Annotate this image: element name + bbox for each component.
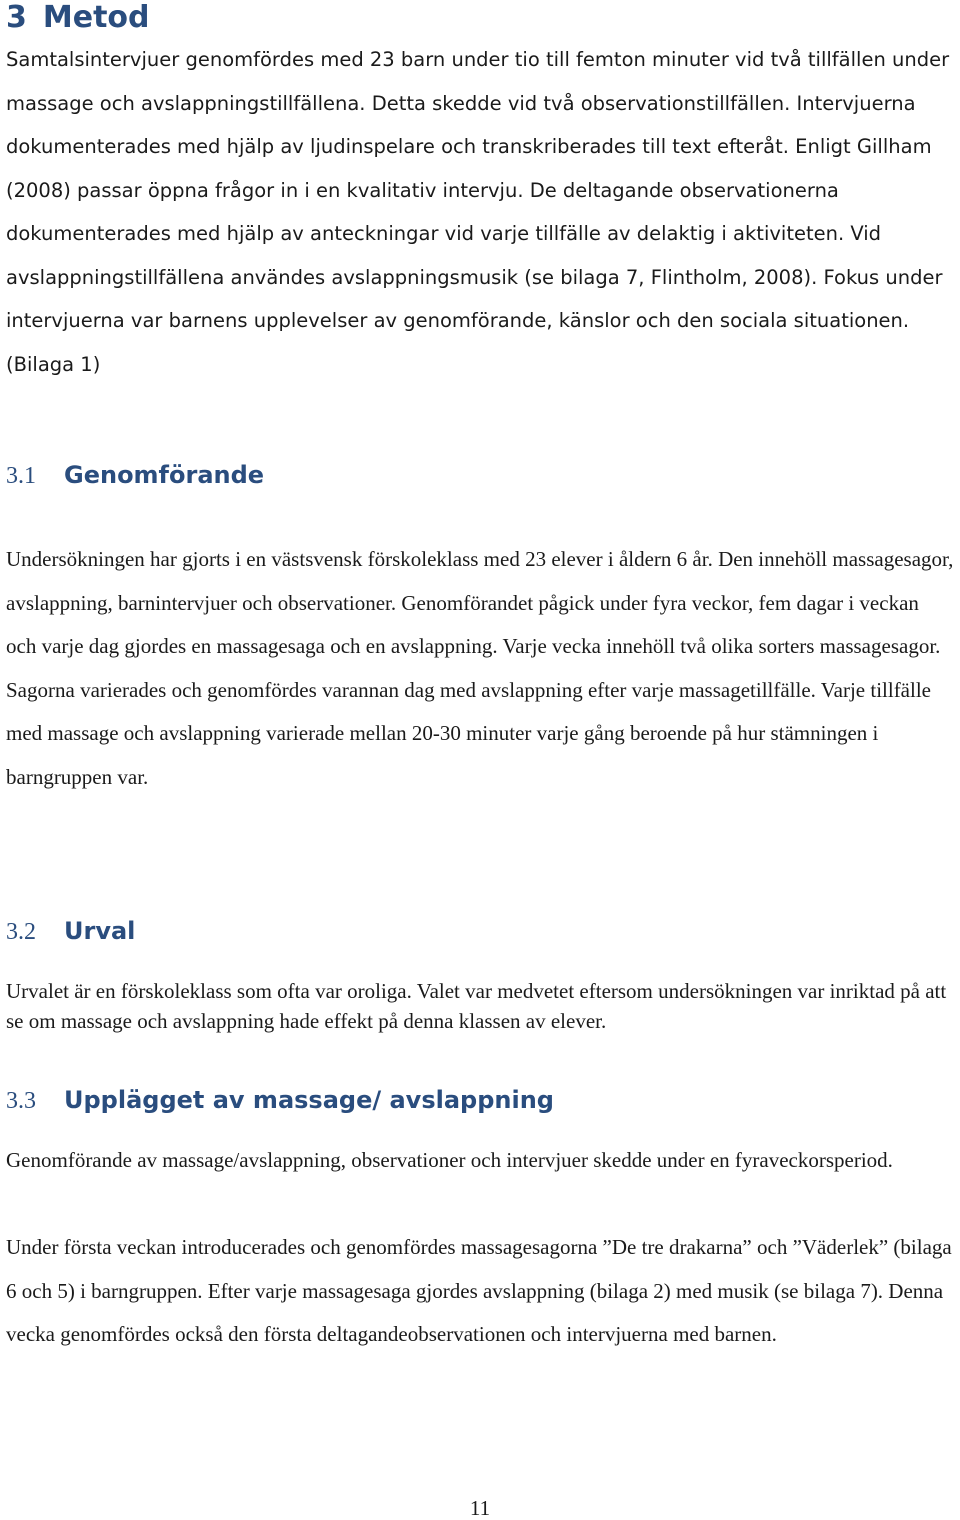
section-3-2-number: 3.2: [6, 919, 36, 945]
section-3-number: 3: [6, 0, 27, 35]
section-3-1-heading: [6, 460, 954, 491]
section-3-2-paragraph: Urvalet är en förskoleklass som ofta var oroliga. Valet var medvetet eftersom undersökningen var inriktad på att se om massage och avslappning hade effekt på denna klassen av elever.: [6, 979, 947, 1033]
section-3-3-number: 3.3: [6, 1088, 36, 1114]
section-3-3-paragraph-2: Under första veckan introducerades och genomfördes massagesagorna ”De tre drakarna” och ”Väderlek” (bilaga 6 och 5) i barngruppen. Efter varje massagesaga gjordes avslappning (bilaga 2) med musik (se bilaga 7). Denna vecka genomfördes också den första deltagandeobservationen och intervjuerna med barnen.: [6, 1235, 952, 1346]
section-3-paragraph: Samtalsintervjuer genomfördes med 23 barn under tio till femton minuter vid två tillfällen under massage och avslappningstillfällena. Detta skedde vid två observationstillfällen. Intervjuerna dokumenterades med hjälp av ljudinspelare och transkriberades till text efteråt. Enligt Gillham (2008) passar öppna frågor in i en kvalitativ intervju. De deltagande observationerna dokumenterades med hjälp av anteckningar vid varje tillfälle av delaktig i aktiviteten. Vid avslappningstillfällena användes avslappningsmusik (se bilaga 7, Flintholm, 2008). Fokus under intervjuerna var barnens upplevelser av genomförande, känslor och den sociala situationen. (Bilaga 1): [6, 48, 950, 376]
section-3-3-paragraph-1: Genomförande av massage/avslappning, observationer och intervjuer skedde under en fyraveckorsperiod.: [6, 1148, 893, 1172]
section-3-1-paragraph: Undersökningen har gjorts i en västsvensk förskoleklass med 23 elever i åldern 6 år. Den innehöll massagesagor, avslappning, barnintervjuer och observationer. Genomförandet pågick under fyra veckor, fem dagar i veckan och varje dag gjordes en massagesaga och en avslappning. Varje vecka innehöll två olika sorters massagesagor. Sagorna varierades och genomfördes varannan dag med avslappning efter varje massagetillfälle. Varje tillfälle med massage och avslappning varierade mellan 20-30 minuter varje gång beroende på hur stämningen i barngruppen var.: [6, 547, 954, 789]
section-3-2-heading: [6, 916, 954, 947]
section-3-1-title: Genomförande: [64, 461, 265, 489]
page-number: 11: [469, 1496, 491, 1520]
section-3-heading: [6, 0, 954, 36]
section-3-1-number: 3.1: [6, 463, 36, 489]
section-3-title: Metod: [42, 0, 150, 35]
section-3-3-title: Upplägget av massage/ avslappning: [64, 1086, 554, 1114]
section-3-3-heading: [6, 1085, 954, 1116]
section-3-2-title: Urval: [64, 917, 136, 945]
